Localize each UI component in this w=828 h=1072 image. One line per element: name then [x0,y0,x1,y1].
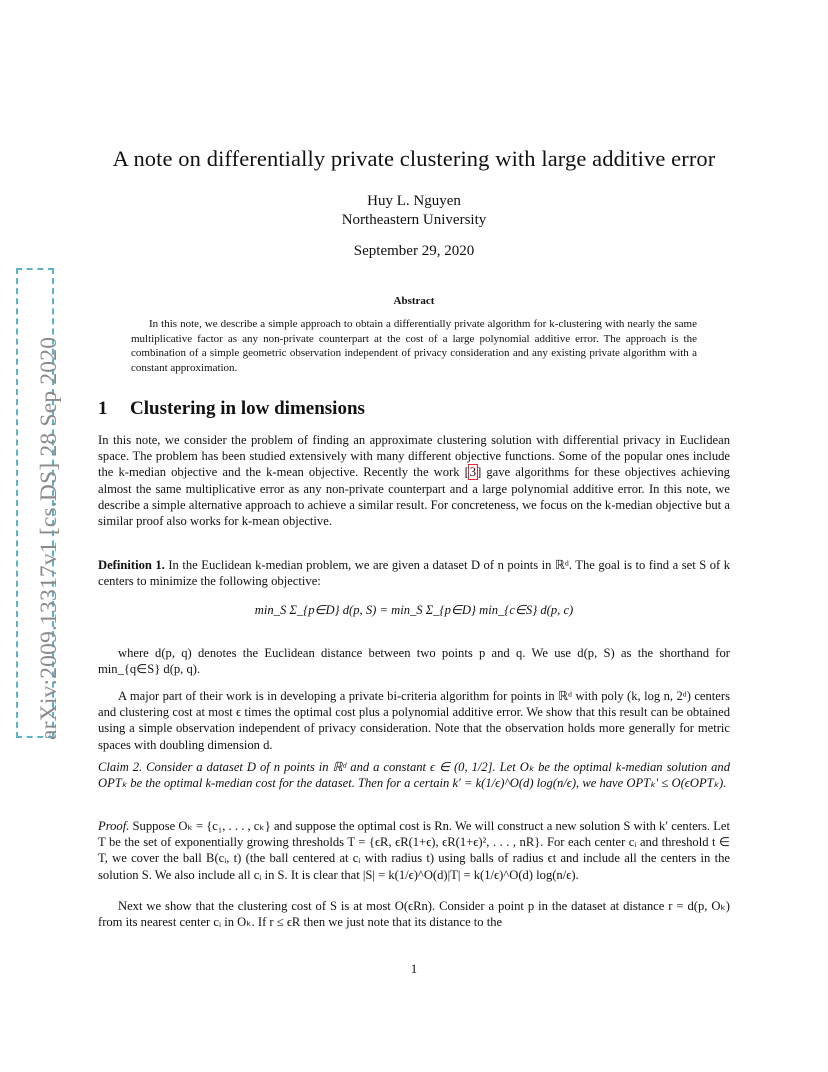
kmedian-objective-equation: min_S Σ_{p∈D} d(p, S) = min_S Σ_{p∈D} min_{c∈S} d(p, c) [254,603,574,617]
section-title: Clustering in low dimensions [130,398,365,419]
arxiv-identifier[interactable]: arXiv:2009.13317v1 [cs.DS] 28 Sep 2020 [36,336,62,740]
proof-paragraph [98,818,730,883]
abstract-heading: Abstract [393,295,435,307]
intro-paragraph: In this note, we consider the problem of finding an approximate clustering solution with differential privacy in Euclidean space. The problem has been studied extensively with many different objective functions. Some of the popular ones include the k-median objective and the k-mean objective. Recently the work [3] gave algorithms for these objectives achieving almost the same multiplicative error as any non-private counterpart and a large polynomial additive error. In this note, we describe a simple alternative approach to achieve a similar result. For concreteness, we focus on the k-median objective but a similar proof also works for k-mean objective. [98,433,730,529]
paper-date: September 29, 2020 [353,243,475,259]
definition-label: Definition 1. [98,558,165,572]
claim-label: Claim 2. [98,760,143,774]
claim-2 [98,759,730,791]
intro-text-b: gave algorithms for these objectives achieving almost the same multiplicative error as any non-private counterpart and a large polynomial additive error. In this note, we describe a simple alternative approach to achieve a similar result. For concreteness, we focus on the k-median objective but a similar proof also works for k-mean objective. [98,465,730,529]
definition-1 [98,557,730,589]
author-affiliation: Northeastern University [341,212,487,228]
abstract-text: In this note, we describe a simple approach to obtain a differentially private algorithm for k-clustering with nearly the same multiplicative factor as any non-private counterpart at the cost of a large polynomial additive error. The approach is the combination of a simple geometric observation independent of privacy consideration and any existing private algorithm with a constant approximation. [131,318,697,374]
page-number: 1 [410,962,418,976]
author-name: Huy L. Nguyen [367,193,461,209]
claim-text: Consider a dataset D of n points in ℝᵈ and a constant ϵ ∈ (0, 1/2]. Let Oₖ be the optimal k-median solution and OPTₖ be the optimal k-median cost for the dataset. Then for a certain k′ = k(1/ϵ)^O(d) log(n/ϵ), we have OPTₖ′ ≤ O(ϵOPTₖ). [98,760,730,791]
section-number: 1 [98,398,108,419]
bicriteria-paragraph: A major part of their work is in developing a private bi-criteria algorithm for points in ℝᵈ with poly (k, log n, 2ᵈ) centers and clustering cost at most ϵ times the optimal cost plus a polynomial additive error. We show that this result can be obtained using a simple observation independent of privacy consideration. Note that the observation holds more generally for metric spaces with doubling dimension d. [98,689,730,752]
citation-link[interactable]: 3 [469,465,477,480]
cost-analysis-paragraph: Next we show that the clustering cost of S is at most O(ϵRn). Consider a point p in the dataset at distance r = d(p, Oₖ) from its nearest center cᵢ in Oₖ. If r ≤ ϵR then we just note that its distance to the [98,899,730,930]
distance-definition-paragraph: where d(p, q) denotes the Euclidean distance between two points p and q. We use d(p, S) as the shorthand for min_{q∈S} d(p, q). [98,646,730,677]
paper-title: A note on differentially private clustering with large additive error [112,146,716,171]
definition-text: In the Euclidean k-median problem, we are given a dataset D of n points in ℝᵈ. The goal is to find a set S of k centers to minimize the following objective: [98,558,731,589]
proof-text: Suppose Oₖ = {c₁, . . . , cₖ} and suppose the optimal cost is Rn. We will construct a new solution S with k′ centers. Let T be the set of exponentially growing thresholds T = {ϵR, ϵR(1+ϵ), ϵR(1+ϵ)², . . . , nR}. For each center cᵢ and threshold t ∈ T, we cover the ball B(cᵢ, t) (the ball centered at cᵢ with radius t) using balls of radius ϵt and include all the centers in the solution S. We also include all cᵢ in S. It is clear that |S| = k(1/ϵ)^O(d)|T| = k(1/ϵ)^O(d) log(n/ϵ). [98,819,730,882]
proof-label: Proof. [98,819,130,833]
section-heading [98,398,365,420]
intro-text-a: In this note, we consider the problem of finding an approximate clustering solution with differential privacy in Euclidean space. The problem has been studied extensively with many different objective functions. Some of the popular ones include the k-median objective and the k-mean objective. Recently the work [98,433,730,480]
